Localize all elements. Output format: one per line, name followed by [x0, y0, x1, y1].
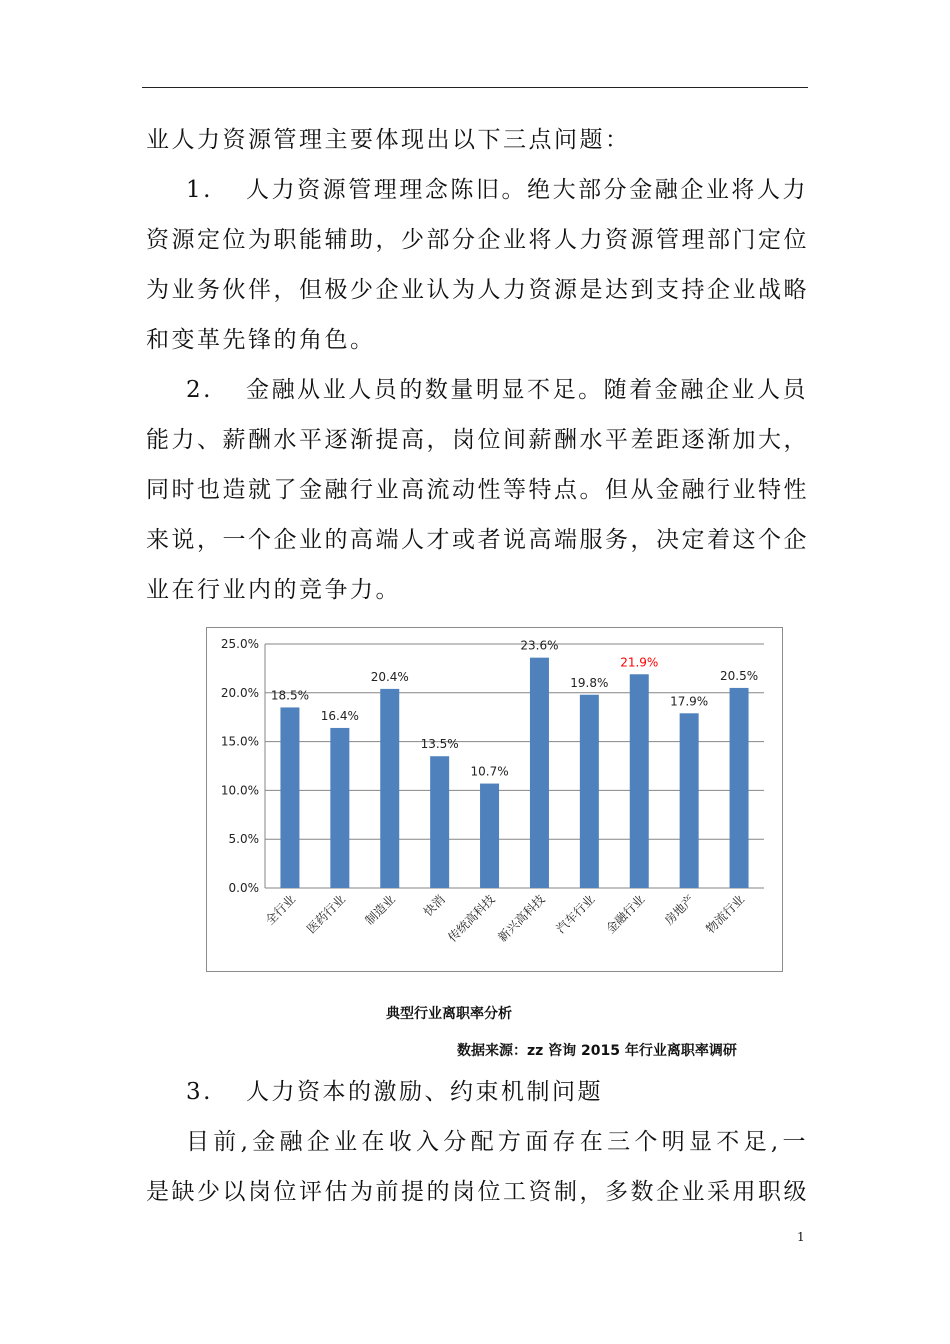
text-line	[146, 365, 808, 415]
x-tick-label: 全行业	[262, 892, 299, 928]
text-line: 为业务伙伴，但极少企业认为人力资源是达到支持企业战略	[146, 277, 809, 303]
x-tick-label: 房地产	[661, 892, 698, 928]
text-line-content: 人力资源管理理念陈旧。绝大部分金融企业将人力	[246, 177, 808, 203]
figure-caption: 典型行业离职率分析	[386, 1006, 512, 1022]
data-label: 19.8%	[570, 675, 609, 690]
x-tick-label: 快消	[420, 892, 448, 920]
data-label: 21.9%	[620, 655, 659, 670]
y-tick-label: 25.0%	[220, 637, 259, 651]
x-tick-label: 金融行业	[603, 892, 648, 937]
x-tick-label: 医药行业	[304, 892, 348, 937]
header-rule	[142, 87, 808, 88]
data-label: 18.5%	[270, 688, 310, 703]
x-tick-label: 制造业	[362, 892, 398, 928]
item-2-paragraph	[146, 365, 808, 615]
bar-chart	[206, 627, 783, 972]
bar	[380, 689, 399, 888]
text-line: 来说，一个企业的高端人才或者说高端服务，决定着这个企	[146, 527, 809, 553]
bar	[730, 688, 749, 888]
text-line: 能力、薪酬水平逐渐提高，岗位间薪酬水平差距逐渐加大，	[146, 427, 809, 453]
y-tick-label: 20.0%	[220, 685, 259, 700]
item-number: 2.	[186, 377, 213, 403]
x-tick-label: 传统高科技	[445, 892, 498, 945]
text-line	[146, 165, 808, 215]
bar	[330, 728, 349, 888]
text-line-content: 人力资本的激励、约束机制问题	[246, 1079, 603, 1105]
text-line: 资源定位为职能辅助，少部分企业将人力资源管理部门定位	[146, 227, 809, 253]
text-line: 业在行业内的竞争力。	[146, 577, 401, 603]
intro-paragraph	[146, 115, 808, 165]
bar	[530, 658, 549, 888]
item-number: 1.	[186, 177, 213, 203]
x-tick-label: 汽车行业	[553, 892, 598, 937]
text-line-content: 金融从业人员的数量明显不足。随着金融企业人员	[246, 377, 808, 403]
bar-chart-svg	[207, 628, 782, 971]
x-tick-label: 新兴高科技	[495, 892, 548, 945]
text-line: 和变革先锋的角色。	[146, 327, 376, 353]
data-label: 20.4%	[370, 669, 409, 684]
data-label: 16.4%	[320, 708, 359, 723]
data-label: 23.6%	[520, 638, 559, 653]
text-line	[146, 1067, 808, 1117]
bar	[580, 695, 599, 888]
x-tick-label: 物流行业	[703, 892, 748, 937]
text-line: 是缺少以岗位评估为前提的岗位工资制，多数企业采用职级	[146, 1179, 809, 1205]
text-line: 业人力资源管理主要体现出以下三点问题：	[146, 127, 631, 153]
item-number: 3.	[186, 1079, 213, 1105]
text-line: 同时也造就了金融行业高流动性等特点。但从金融行业特性	[146, 477, 809, 503]
data-label: 10.7%	[470, 764, 509, 779]
bar	[430, 756, 449, 888]
data-label: 13.5%	[420, 737, 459, 752]
page-number: 1	[797, 1230, 805, 1244]
bar	[480, 784, 499, 888]
y-tick-label: 10.0%	[220, 783, 259, 798]
bar	[280, 707, 299, 888]
bar	[680, 713, 699, 888]
data-label: 17.9%	[670, 694, 709, 709]
item-3-heading	[146, 1067, 808, 1117]
item-1-paragraph	[146, 165, 808, 365]
figure-source: 数据来源：zz 咨询 2015 年行业离职率调研	[457, 1043, 737, 1059]
body-paragraph	[146, 1117, 808, 1217]
bar	[630, 674, 649, 888]
y-tick-label: 5.0%	[228, 832, 259, 847]
y-tick-label: 0.0%	[228, 881, 259, 895]
data-label: 20.5%	[719, 668, 759, 683]
y-tick-label: 15.0%	[220, 734, 259, 749]
text-line: 目前,金融企业在收入分配方面存在三个明显不足,一	[186, 1129, 808, 1155]
